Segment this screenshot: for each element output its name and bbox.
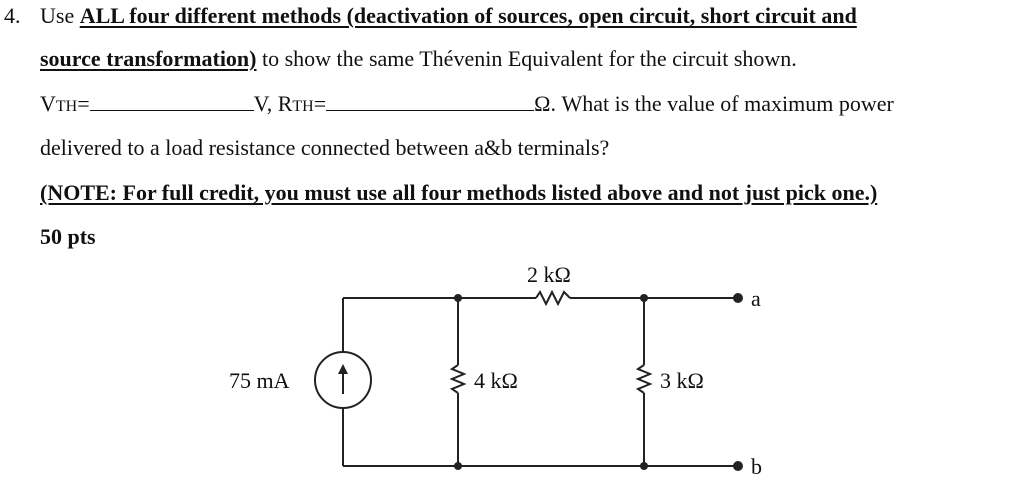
terminal-a-label: a xyxy=(751,286,761,311)
question-number: 4. xyxy=(4,3,21,28)
resistor-4k-label: 4 kΩ xyxy=(474,368,518,393)
terminal-b-label: b xyxy=(751,454,762,479)
methods-emphasis-cont: source transformation) xyxy=(40,46,257,71)
terminal-b-node xyxy=(733,461,743,471)
node-bottom-2 xyxy=(640,462,648,470)
node-bottom-1 xyxy=(454,462,462,470)
resistor-3k xyxy=(638,365,650,393)
resistor-4k xyxy=(452,365,464,393)
note-text: (NOTE: For full credit, you must use all four methods listed above and not just pick one.) xyxy=(40,180,878,205)
question-line-4-text: delivered to a load resistance connected between a&b terminals? xyxy=(40,135,610,160)
node-top-1 xyxy=(454,294,462,302)
node-top-2 xyxy=(640,294,648,302)
question-line-3-tail: Ω. What is the value of maximum power xyxy=(534,91,894,116)
question-intro: Use xyxy=(40,3,80,28)
rth-equals: = xyxy=(313,91,327,116)
vth-unit: V, R xyxy=(253,91,293,116)
terminal-a-node xyxy=(733,293,743,303)
resistor-2k xyxy=(536,292,570,304)
resistor-3k-label: 3 kΩ xyxy=(660,368,704,393)
vth-equals: = xyxy=(77,91,90,116)
up-arrow-icon xyxy=(338,364,348,394)
vth-subscript: TH xyxy=(55,98,78,115)
source-label: 75 mA xyxy=(229,368,290,393)
rth-subscript: TH xyxy=(292,98,314,115)
question-line-2-text: to show the same Thévenin Equivalent for the circuit shown. xyxy=(256,46,797,71)
vth-label: V xyxy=(40,91,56,116)
resistor-2k-label: 2 kΩ xyxy=(527,262,571,287)
methods-emphasis: ALL four different methods (deactivation of sources, open circuit, short circuit and xyxy=(79,3,857,28)
points-value: 50 pts xyxy=(40,224,96,249)
